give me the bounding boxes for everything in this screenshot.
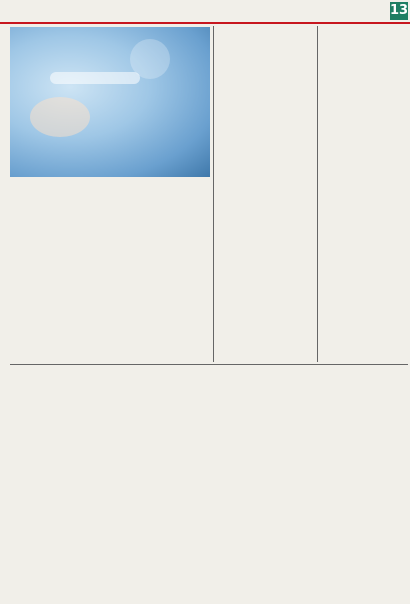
masthead [0, 0, 410, 22]
masthead-rule [0, 22, 410, 24]
column-divider-2 [317, 26, 318, 362]
left-article [10, 180, 108, 362]
left-article-body [10, 191, 108, 361]
date-line [315, 4, 385, 11]
brand-banner [50, 72, 140, 84]
editor-line [315, 12, 385, 19]
center-article-body [218, 39, 314, 361]
bottom-right-article [288, 452, 408, 596]
center-article [218, 27, 314, 362]
center-article-headline [218, 27, 314, 37]
bottom-mid-body [176, 452, 284, 596]
section-title [200, 2, 310, 18]
page-number: 13 [390, 3, 408, 18]
bottom-right-body [288, 452, 408, 596]
right-column [321, 27, 407, 362]
middle-rule [10, 364, 408, 365]
mid-article-body [111, 180, 210, 362]
right-column-headline [351, 61, 395, 171]
bottom-left-body [10, 370, 108, 596]
bottom-mid-article [176, 452, 284, 596]
photo-headline [15, 139, 205, 155]
hand-graphic [30, 97, 90, 137]
middle-left-headline [112, 375, 172, 585]
feature-photo [10, 27, 210, 177]
left-article-headline [10, 180, 108, 189]
column-divider [213, 26, 214, 362]
mid-article [111, 180, 210, 362]
bottom-left-article [10, 370, 108, 596]
paper-logo [10, 4, 130, 18]
middle-big-headline [215, 425, 405, 449]
